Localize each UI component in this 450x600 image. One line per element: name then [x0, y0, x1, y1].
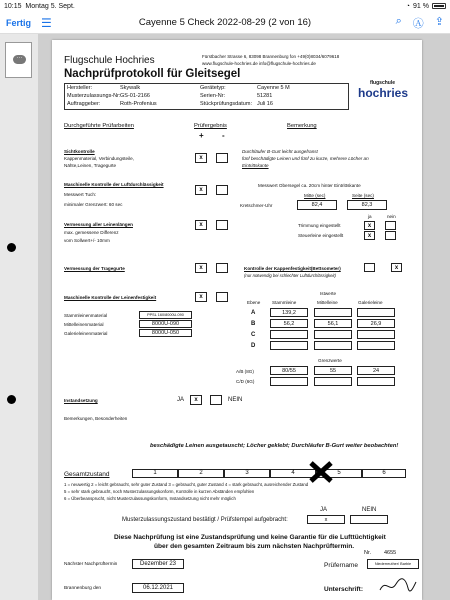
- info-label: Musterzulassungs-Nr:: [67, 93, 121, 99]
- col-remarks-header: Bemerkung: [287, 123, 317, 129]
- bemerk-label: Bemerkungen, Besonderheiten: [64, 416, 128, 421]
- row-ebene: B: [251, 321, 256, 327]
- muster-ja-label: JA: [320, 507, 328, 513]
- sicht-line2: Nähte,Leinen, Tragegurte: [64, 163, 117, 168]
- company-name: Flugschule Hochries: [64, 55, 155, 66]
- instand-nein-checkbox[interactable]: [210, 395, 222, 405]
- grenz-cd-stamm[interactable]: [270, 377, 308, 386]
- trimm-nein-checkbox[interactable]: [385, 221, 396, 230]
- leinen-title: Maschinelle Kontrolle der Leinenfestigkeit: [64, 295, 157, 300]
- row-mittel-value[interactable]: [314, 330, 352, 339]
- trage-plus-checkbox[interactable]: x: [195, 263, 207, 273]
- pruefer-label: Prüfername: [324, 562, 358, 569]
- company-address: Fürstbacher Strasse 6, 83098 Brannenburg fon +49(0)8034/6079618: [202, 54, 340, 59]
- document-title: Cayenne 5 Check 2022-08-29 (2 von 16): [138, 17, 312, 28]
- kappen-sub: (nur notwendig bei schlechter Luftdurchlässigkeit): [244, 273, 336, 278]
- luft-line1: Messwert Tuch:: [64, 192, 97, 197]
- mat-gal-value[interactable]: 8000U-050: [139, 329, 192, 337]
- info-label: Serien-Nr:: [200, 93, 226, 99]
- row-ebene: D: [251, 343, 256, 349]
- col-work-header: Durchgeführte Prüfarbeiten: [64, 123, 134, 129]
- info-value: Skywalk: [120, 85, 141, 91]
- next-value[interactable]: Dezember 23: [132, 559, 184, 569]
- status-bar: [0, 0, 450, 12]
- info-value: Juli 16: [257, 101, 273, 107]
- row-stamm-value[interactable]: [270, 341, 308, 350]
- istwerte-label: Istwerte: [320, 291, 337, 296]
- info-label: Stückprüfungsdatum:: [200, 101, 252, 107]
- col-result-header: Prüfergebnis: [194, 123, 227, 129]
- info-value: 51281: [257, 93, 273, 99]
- gesamt-label: Gesamtzustand: [64, 471, 110, 478]
- luft-seite-value[interactable]: 82,3: [347, 200, 387, 210]
- verm-title: Vermessung aller Leinenlängen: [64, 222, 133, 227]
- mittelleine-label: Mittelleine: [317, 300, 338, 305]
- share-icon[interactable]: ⇪: [434, 15, 444, 28]
- ja-label: ja: [368, 214, 372, 219]
- muster-nein-box[interactable]: [350, 515, 388, 524]
- nein-label: nein: [387, 214, 396, 219]
- next-label: Nächster Nachprüftermin: [64, 562, 118, 567]
- row-mittel-value[interactable]: 56,1: [314, 319, 352, 328]
- sicht-remark1: Durchläufer B-Gurt leicht ausgefranst: [242, 149, 318, 154]
- grenz-label: Grenzwerte: [318, 358, 342, 363]
- status-time-date: 10:15 Montag 5. Sept.: [4, 2, 75, 10]
- mat-mittel-value[interactable]: 8000U-090: [139, 320, 192, 328]
- note-line2: über den gesamten Zeitraum bis zum nächsten Nachprüftermin.: [154, 543, 355, 550]
- luft-mitte-label: Mitte (sec): [304, 193, 326, 198]
- kappen-plus-checkbox[interactable]: [364, 263, 375, 272]
- document-page: [52, 40, 422, 600]
- leinen-minus-checkbox[interactable]: [216, 292, 228, 302]
- row-gal-value[interactable]: [357, 330, 395, 339]
- kappen-title: Kontrolle der Kappenfestigkeit(Bettsometer): [244, 266, 341, 271]
- row-stamm-value[interactable]: 139,2: [270, 308, 308, 317]
- punch-hole: [7, 243, 16, 252]
- verm-minus-checkbox[interactable]: [216, 220, 228, 230]
- instand-ja-checkbox[interactable]: x: [190, 395, 202, 405]
- stammleine-label: Stammleine: [272, 300, 297, 305]
- info-value: Roth-Profenius: [120, 101, 157, 107]
- muster-ja-box[interactable]: x: [307, 515, 345, 524]
- scale-cell[interactable]: 1: [132, 469, 178, 478]
- row-ebene: A: [251, 310, 256, 316]
- grenz-stamm[interactable]: 80/55: [270, 366, 308, 375]
- luft-remark: Messwert Obersegel ca. 20cm hinter Eintrittskante: [258, 183, 361, 188]
- grenz-cd-gal[interactable]: [357, 377, 395, 386]
- mat-gal-label: Galerieleinenmaterial: [64, 331, 108, 336]
- row-stamm-value[interactable]: [270, 330, 308, 339]
- status-right: [406, 3, 446, 10]
- page-heading: Nachprüfprotokoll für Gleitsegel: [64, 68, 241, 80]
- col-minus: -: [222, 131, 225, 140]
- signature-icon: [378, 576, 418, 596]
- info-label: Gerätetyp:: [200, 85, 226, 91]
- sign-label: Unterschrift:: [324, 586, 364, 593]
- logo-big: hochries: [358, 86, 409, 100]
- sicht-line1: Kappenmaterial, Verbindungsteile,: [64, 156, 134, 161]
- info-table: [64, 83, 349, 110]
- nr-label: Nr.: [364, 550, 372, 556]
- sicht-remark2: fünf beschädigte Leinen und fünf zu kurze, mehrere Löcher an: [242, 156, 369, 161]
- row-stamm-value[interactable]: 56,2: [270, 319, 308, 328]
- luft-line2: minimaler Grenzwert: 60 sec: [64, 202, 123, 207]
- place-label: Brannenburg den: [64, 586, 102, 591]
- row-gal-value[interactable]: [357, 341, 395, 350]
- toolbar: [0, 12, 450, 34]
- thumbnail-sidebar: [0, 34, 38, 600]
- trage-minus-checkbox[interactable]: [216, 263, 228, 273]
- luft-seite-label: Seite (sec): [352, 193, 374, 198]
- luft-kretsch-label: Kretschmer-Uhr: [240, 203, 273, 208]
- viewer: [0, 34, 450, 600]
- mat-stamm-value[interactable]: PPSL 160/8000U-090: [139, 311, 192, 319]
- scale-cell[interactable]: 6: [362, 469, 406, 478]
- place-value[interactable]: 06.12.2021: [132, 583, 184, 593]
- sicht-remark3: Eintrittskante: [242, 163, 269, 168]
- legend-line1: 1 = neuwertig 2 = leicht gebraucht, sehr guter Zustand 3 = gebraucht, guter Zustand 4 = stark gebraucht, ausreichender Zustand: [64, 482, 309, 487]
- nr-value: 4655: [384, 550, 397, 556]
- grenz-gal[interactable]: 24: [357, 366, 395, 375]
- damage-note: beschädigte Leinen ausgetauscht; Löcher geklebt; Durchläufer B-Gurt weiter beobachten!: [150, 443, 399, 449]
- sicht-title: Sichtkontrolle: [64, 149, 95, 154]
- note-line1: Diese Nachprüfung ist eine Zustandsprüfung und keine Garantie für die Lufttüchtigkeit: [114, 534, 386, 541]
- list-icon[interactable]: ☰: [41, 15, 52, 30]
- cd-label: C/D (6G): [236, 379, 255, 384]
- row-mittel-value[interactable]: [314, 341, 352, 350]
- verm-line1: max. gemessene Differenz: [64, 230, 119, 235]
- muster-nein-label: NEIN: [362, 507, 377, 513]
- selection-cross-icon: [308, 461, 334, 483]
- muster-label: Musterzulassungszustand bestätigt / Prüfstempel aufgebracht:: [122, 517, 288, 523]
- legend-line2: 5 = sehr stark gebraucht, noch Musterzulassungskonform, Kontrolle in kurzen Abständen empfohlen: [64, 489, 255, 494]
- instand-ja-label: JA: [177, 397, 185, 403]
- steuer-nein-checkbox[interactable]: [385, 231, 396, 240]
- row-mittel-value[interactable]: [314, 308, 352, 317]
- more-icon[interactable]: ···: [13, 55, 26, 64]
- done-button[interactable]: Fertig: [6, 17, 32, 28]
- info-label: Auftraggeber:: [67, 101, 101, 107]
- mat-mittel-label: Mittelleinenmaterial: [64, 322, 104, 327]
- page-thumbnail[interactable]: [5, 42, 32, 78]
- company-web: www.flugschule-hochries.de info@flugschule-hochries.de: [202, 61, 316, 66]
- grenz-mittel[interactable]: 55: [314, 366, 352, 375]
- verm-plus-checkbox[interactable]: x: [195, 220, 207, 230]
- info-value: Cayenne 5 M: [257, 85, 290, 91]
- ab-label: A/B (8G): [236, 369, 254, 374]
- luft-title: Maschinelle Kontrolle der Luftdurchlässigkeit: [64, 182, 164, 187]
- gesamt-scale: [132, 469, 406, 478]
- verm-line2: vom Sollwert+/- 10mm: [64, 238, 110, 243]
- steuer-label: Steuerleine eingestellt: [298, 233, 344, 238]
- kappen-minus-checkbox[interactable]: x: [391, 263, 402, 272]
- markup-icon[interactable]: Ⓐ: [412, 17, 424, 30]
- sicht-plus-checkbox[interactable]: x: [195, 153, 207, 163]
- scale-cell[interactable]: 2: [178, 469, 224, 478]
- legend-line3: 6 = Überbeansprucht, nicht Musterzulassungskonform, Instandsetzung nicht mehr möglich: [64, 496, 236, 501]
- scale-cell[interactable]: 3: [224, 469, 270, 478]
- trage-title: Vermessung der Tragegurte: [64, 266, 125, 271]
- luft-minus-checkbox[interactable]: [216, 185, 228, 195]
- instand-nein-label: NEIN: [228, 397, 243, 403]
- scale-cell[interactable]: 4: [270, 469, 316, 478]
- row-gal-value[interactable]: 26,9: [357, 319, 395, 328]
- mat-stamm-label: Stammleinenmaterial: [64, 313, 108, 318]
- galerieleine-label: Galerieleine: [358, 300, 383, 305]
- info-value: GS-01-2166: [120, 93, 150, 99]
- trimm-label: Trimmung eingestellt: [298, 223, 341, 228]
- sicht-minus-checkbox[interactable]: [216, 153, 228, 163]
- ebene-label: Ebene: [247, 300, 261, 305]
- col-plus: +: [199, 131, 204, 140]
- battery-icon: [432, 3, 446, 9]
- logo-small: flugschule: [370, 80, 396, 86]
- battery-percent: 91 %: [413, 2, 429, 10]
- search-icon[interactable]: ⌕: [395, 14, 402, 27]
- leinen-plus-checkbox[interactable]: x: [195, 292, 207, 302]
- steuer-ja-checkbox[interactable]: x: [364, 231, 375, 240]
- scale-cell[interactable]: 5: [316, 469, 362, 478]
- luft-plus-checkbox[interactable]: x: [195, 185, 207, 195]
- punch-hole: [7, 395, 16, 404]
- pruefer-value[interactable]: Niederreuther/ Barbie: [367, 559, 419, 569]
- luft-mitte-value[interactable]: 82,4: [297, 200, 337, 210]
- row-ebene: C: [251, 332, 256, 338]
- row-gal-value[interactable]: [357, 308, 395, 317]
- trimm-ja-checkbox[interactable]: x: [364, 221, 375, 230]
- info-label: Hersteller:: [67, 85, 93, 91]
- instand-title: Instandsetzung: [64, 398, 98, 403]
- wifi-icon: ◔: [405, 2, 411, 10]
- grenz-cd-mittel[interactable]: [314, 377, 352, 386]
